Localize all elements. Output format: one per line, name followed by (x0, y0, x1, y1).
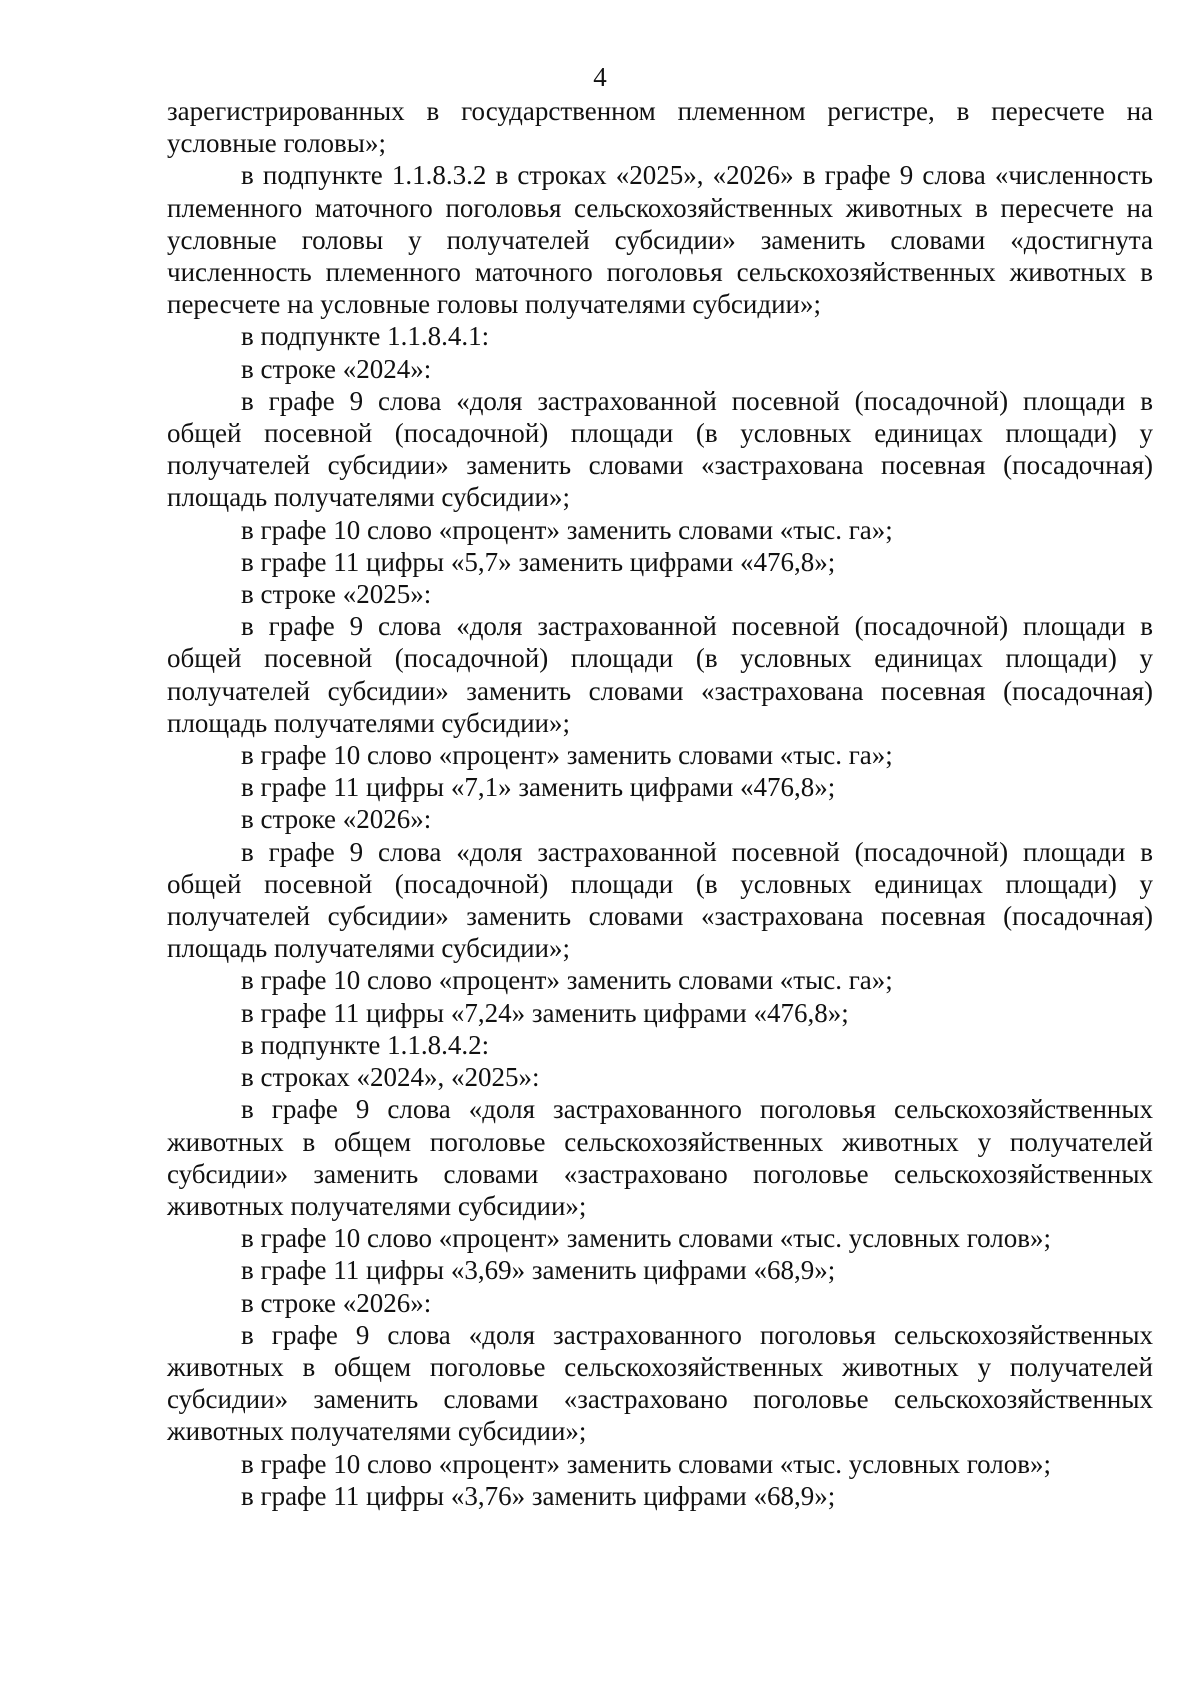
paragraph: в строке «2024»: (241, 353, 432, 384)
paragraph: в строках «2024», «2025»: (241, 1062, 540, 1093)
paragraph: в графе 9 слова «доля застрахованной посевной (посадочной) площади в общей посевной (посадочной) площади (в условных единицах площади) у получателей субсидии» заменить словами «застрахована посевная (посадочная) площадь получателями субсидии»; (167, 385, 1153, 513)
document-body (167, 95, 1153, 1512)
paragraph: в графе 10 слово «процент» заменить словами «тыс. га»; (241, 514, 893, 545)
paragraph: в графе 9 слова «доля застрахованной посевной (посадочной) площади в общей посевной (посадочной) площади (в условных единицах площади) у получателей субсидии» заменить словами «застрахована посевная (посадочная) площадь получателями субсидии»; (167, 611, 1153, 738)
paragraph: в графе 10 слово «процент» заменить словами «тыс. условных голов»; (241, 1223, 1052, 1254)
paragraph: в графе 10 слово «процент» заменить словами «тыс. га»; (241, 965, 893, 996)
page-number: 4 (593, 62, 607, 92)
paragraph: в графе 9 слова «доля застрахованной посевной (посадочной) площади в общей посевной (посадочной) площади (в условных единицах площади) у получателей субсидии» заменить словами «застрахована посевная (посадочная) площадь получателями субсидии»; (167, 836, 1153, 964)
paragraph: в подпункте 1.1.8.3.2 в строках «2025», «2026» в графе 9 слова «численность племенного маточного поголовья сельскохозяйственных животных в пересчете на условные головы у получателей субсидии» заменить словами «достигнута численность племенного маточного поголовья сельскохозяйственных животных в пересчете на условные головы получателями субсидии»; (167, 160, 1153, 320)
paragraph: в графе 10 слово «процент» заменить словами «тыс. условных голов»; (241, 1448, 1052, 1479)
paragraph: в строке «2026»: (241, 1287, 432, 1318)
paragraph: в графе 11 цифры «5,7» заменить цифрами «476,8»; (241, 546, 836, 577)
paragraph: в графе 11 цифры «7,1» заменить цифрами «476,8»; (241, 772, 836, 803)
paragraph: в строке «2026»: (241, 804, 432, 835)
paragraph: в графе 11 цифры «3,69» заменить цифрами «68,9»; (241, 1255, 836, 1286)
paragraph: в графе 11 цифры «7,24» заменить цифрами «476,8»; (241, 997, 849, 1028)
paragraph: в графе 9 слова «доля застрахованного поголовья сельскохозяйственных животных в общем поголовье сельскохозяйственных животных у получателей субсидии» заменить словами «застраховано поголовье сельскохозяйственных животных получателями субсидии»; (167, 1094, 1153, 1221)
paragraph: в подпункте 1.1.8.4.1: (241, 321, 490, 352)
paragraph: в графе 9 слова «доля застрахованного поголовья сельскохозяйственных животных в общем поголовье сельскохозяйственных животных у получателей субсидии» заменить словами «застраховано поголовье сельскохозяйственных животных получателями субсидии»; (167, 1319, 1153, 1447)
paragraph: в подпункте 1.1.8.4.2: (241, 1029, 490, 1060)
paragraph: в строке «2025»: (241, 579, 432, 610)
paragraph: в графе 10 слово «процент» заменить словами «тыс. га»; (241, 740, 893, 771)
paragraph: в графе 11 цифры «3,76» заменить цифрами «68,9»; (241, 1480, 836, 1511)
paragraph: зарегистрированных в государственном племенном регистре, в пересчете на условные головы»; (167, 96, 1153, 159)
